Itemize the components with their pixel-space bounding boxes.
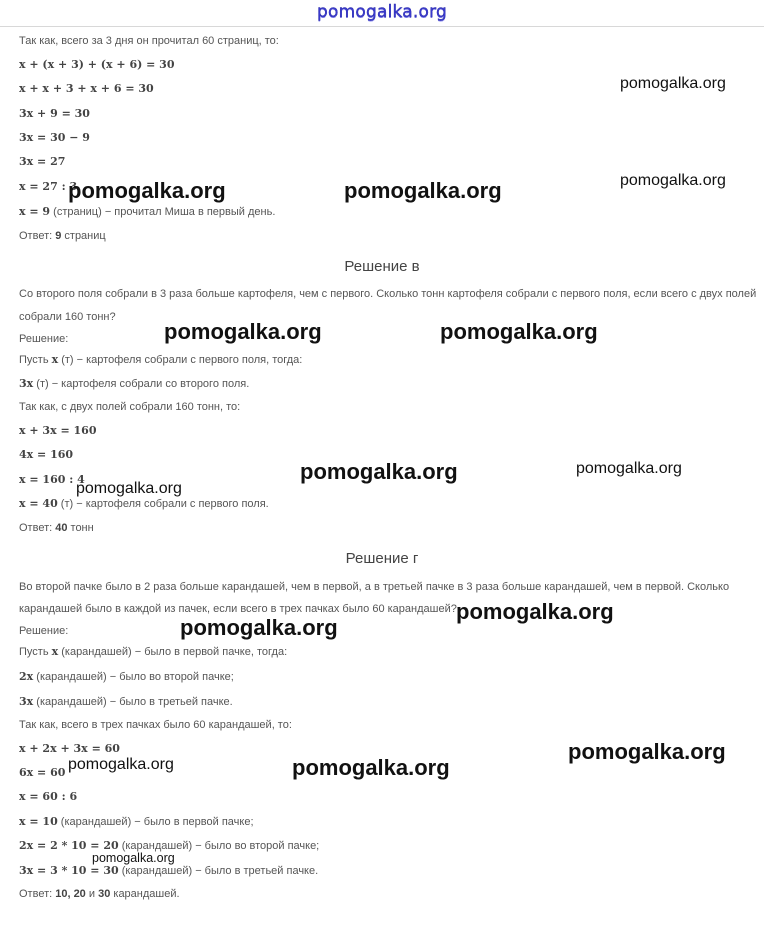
- let-var: x: [51, 645, 59, 658]
- result-math: 3x = 3 * 10 = 30: [19, 864, 119, 877]
- since-text: Так как, с двух полей собрали 160 тонн, то:: [19, 401, 241, 413]
- expr-text: (т) − картофеля собрали со второго поля.: [33, 378, 250, 390]
- expr-text: (карандашей) − было в третьей пачке.: [33, 696, 233, 708]
- watermark: pomogalka.org: [92, 851, 175, 865]
- answer-line: [19, 522, 94, 534]
- solution-label: Решение:: [19, 333, 69, 345]
- result-line: [19, 815, 254, 828]
- answer-unit: страниц: [61, 230, 106, 242]
- let-prefix: Пусть: [19, 354, 52, 366]
- result-math: x = 10: [19, 815, 58, 828]
- result-text: (т) − картофеля собрали с первого поля.: [57, 498, 269, 510]
- watermark: pomogalka.org: [620, 172, 726, 189]
- answer-label: Ответ:: [19, 888, 56, 900]
- expr-math: 2x: [19, 670, 34, 683]
- watermark: pomogalka.org: [344, 178, 502, 203]
- watermark: pomogalka.org: [76, 480, 182, 497]
- equation: x = 160 : 4: [19, 473, 85, 486]
- equation: 3x = 30 − 9: [19, 131, 90, 144]
- equation: 3x = 27: [19, 155, 66, 168]
- problem-text: карандашей было в каждой из пачек, если всего в трех пачках было 60 карандашей?: [19, 603, 457, 615]
- watermark: pomogalka.org: [456, 599, 614, 624]
- answer-unit: карандашей.: [110, 888, 180, 900]
- let-line: [19, 353, 302, 366]
- watermark: pomogalka.org: [68, 756, 174, 773]
- equation: x + (x + 3) + (x + 6) = 30: [19, 58, 175, 71]
- result-text: (карандашей) − было во второй пачке;: [118, 840, 320, 852]
- equation: x + 3x = 160: [19, 424, 97, 437]
- watermark: pomogalka.org: [68, 178, 226, 203]
- let-text: (карандашей) − было в первой пачке, тогда:: [58, 646, 288, 658]
- watermark: pomogalka.org: [620, 75, 726, 92]
- equation: 3x + 9 = 30: [19, 107, 90, 120]
- equation: 4x = 160: [19, 448, 74, 461]
- answer-line: [19, 888, 180, 900]
- answer-value: 30: [98, 888, 111, 900]
- answer-value: 9: [55, 230, 62, 242]
- answer-unit: тонн: [67, 522, 94, 534]
- let-prefix: Пусть: [19, 646, 52, 658]
- answer-label: Ответ:: [19, 230, 56, 242]
- since-text: Так как, всего в трех пачках было 60 карандашей, то:: [19, 719, 292, 731]
- result-text: (карандашей) − было в третьей пачке.: [118, 865, 319, 877]
- watermark: pomogalka.org: [164, 319, 322, 344]
- intro-text: Так как, всего за 3 дня он прочитал 60 страниц, то:: [19, 35, 279, 47]
- watermark: pomogalka.org: [180, 615, 338, 640]
- problem-text: Со второго поля собрали в 3 раза больше картофеля, чем с первого. Сколько тонн картофеля собрали с первого поля, если всего с двух полей: [19, 288, 757, 300]
- answer-and: и: [85, 888, 99, 900]
- equation: x + 2x + 3x = 60: [19, 742, 120, 755]
- watermark: pomogalka.org: [576, 460, 682, 477]
- result-line: [19, 864, 318, 877]
- equation: x = 27 : 3: [19, 180, 78, 193]
- answer-value: 10, 20: [55, 888, 86, 900]
- result-line: [19, 205, 275, 218]
- result-math: 2x = 2 * 10 = 20: [19, 839, 119, 852]
- expr-math: 3x: [19, 377, 34, 390]
- site-logo[interactable]: pomogalka.org: [317, 2, 447, 22]
- equation: 6x = 60: [19, 766, 66, 779]
- expression-line: [19, 377, 249, 390]
- let-var: x: [51, 353, 59, 366]
- result-text: (карандашей) − было в первой пачке;: [57, 816, 254, 828]
- expression-line: [19, 670, 234, 683]
- problem-text: Во второй пачке было в 2 раза больше карандашей, чем в первой, а в третьей пачке в 3 раза больше карандашей, чем в первой. Сколько: [19, 581, 730, 593]
- expression-line: [19, 695, 233, 708]
- watermark: pomogalka.org: [568, 739, 726, 764]
- result-text: (страниц) − прочитал Миша в первый день.: [50, 206, 276, 218]
- problem-text: собрали 160 тонн?: [19, 311, 116, 323]
- expr-math: 3x: [19, 695, 34, 708]
- expr-text: (карандашей) − было во второй пачке;: [33, 671, 234, 683]
- answer-value: 40: [55, 522, 68, 534]
- watermark: pomogalka.org: [440, 319, 598, 344]
- watermark: pomogalka.org: [292, 755, 450, 780]
- result-math: x = 40: [19, 497, 58, 510]
- answer-label: Ответ:: [19, 522, 56, 534]
- section-heading: Решение г: [345, 550, 419, 567]
- result-math: x = 9: [19, 205, 51, 218]
- result-line: [19, 497, 269, 510]
- equation: x + x + 3 + x + 6 = 30: [19, 82, 154, 95]
- equation: x = 60 : 6: [19, 790, 78, 803]
- top-bar: [0, 0, 764, 27]
- watermark: pomogalka.org: [300, 459, 458, 484]
- solution-label: Решение:: [19, 625, 69, 637]
- let-line: [19, 645, 287, 658]
- let-text: (т) − картофеля собрали с первого поля, тогда:: [58, 354, 303, 366]
- section-heading: Решение в: [344, 258, 420, 275]
- answer-line: [19, 230, 106, 242]
